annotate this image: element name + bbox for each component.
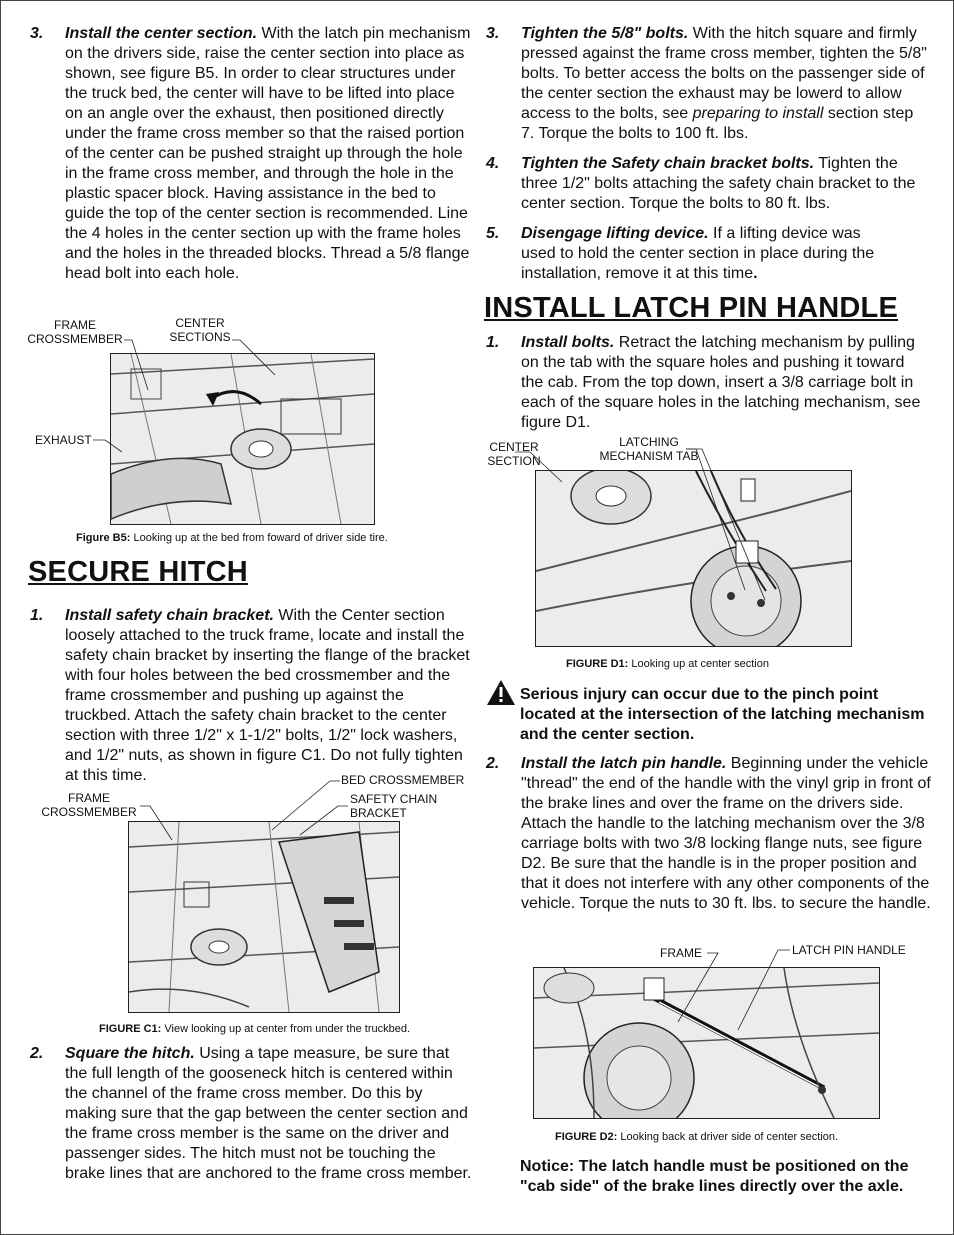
step-lead: Disengage lifting device.	[521, 225, 709, 242]
label-frame-crossmember-b5: FRAME CROSSMEMBER	[27, 318, 123, 346]
figure-b5-image	[110, 353, 375, 525]
step-number: 3.	[486, 25, 500, 42]
step-number: 1.	[486, 334, 500, 351]
step-number: 4.	[486, 155, 500, 172]
label-frame-crossmember-c1: FRAME CROSSMEMBER	[41, 791, 137, 819]
step-lead: Tighten the 5/8" bolts.	[521, 25, 689, 42]
figure-d1-image	[535, 470, 852, 647]
label-frame-d2: FRAME	[660, 946, 702, 960]
figure-d2-image	[533, 967, 880, 1119]
label-latching-mechanism-tab-d1: LATCHING MECHANISM TAB	[599, 435, 699, 463]
step-italic-ref: preparing to install	[692, 105, 824, 122]
heading-secure-hitch: SECURE HITCH	[28, 556, 248, 588]
label-center-section-d1: CENTER SECTION	[487, 440, 541, 468]
step-text-end: section step 7. Torque the bolts to 100 ft. lbs.	[521, 105, 914, 142]
heading-install-latch-pin-handle: INSTALL LATCH PIN HANDLE	[484, 292, 899, 324]
step-text: With the latch pin mechanism on the drivers side, raise the center section into place as shown, see figure B5. In order to clear structures under the truck bed, the center will have to be lifted into place on an angle over the exhaust, then positioned directly under the frame cross member so that the raised portion of the center can be pushed straight up through the hole in the frame cross member, and through the hole in the plastic spacer block. Having assistance in the bed to guide the top of the center section is recommended. Line the 4 holes in the center section up with the frame holes and the holes in the threaded blocks. Thread a 5/8 flange head bolt into each hole.	[65, 25, 471, 282]
step-lead: Install the latch pin handle.	[521, 755, 727, 772]
notice-text: Notice: The latch handle must be positioned on the "cab side" of the brake lines directly over the axle.	[520, 1158, 909, 1195]
step-lead: Install safety chain bracket.	[65, 607, 274, 624]
warning-text: Serious injury can occur due to the pinch point located at the intersection of the latching mechanism and the center section.	[520, 686, 925, 743]
label-bed-crossmember-c1: BED CROSSMEMBER	[341, 773, 465, 787]
step-text: With the hitch square and firmly pressed against the frame cross member, tighten the 5/8" bolts. To better access the bolts on the passenger side of the center section the exhaust may be lowerd to allow access to the bolts, see	[521, 25, 927, 122]
step-number: 1.	[30, 607, 44, 624]
figure-c1-caption: FIGURE C1: View looking up at center from under the truckbed.	[99, 1023, 411, 1035]
warning-triangle-icon	[486, 679, 516, 706]
step-text: Tighten the three 1/2" bolts attaching the safety chain bracket to the center section. Torque the bolts to 80 ft. lbs.	[521, 155, 916, 212]
step-text: Using a tape measure, be sure that the full length of the gooseneck hitch is centered within the channel of the frame cross member. Do this by making sure that the gap between the center section and the frame cross member is the same on the driver and passenger sides. The hitch must not be touching the brake lines that are anchored to the frame cross member.	[65, 1045, 472, 1182]
step-lead: Install bolts.	[521, 334, 615, 351]
label-center-sections-b5: CENTER SECTIONS	[169, 316, 231, 344]
step-text: If a lifting device was used to hold the center section in place during the installation, remove it at this time	[521, 225, 875, 282]
figure-d1-caption: FIGURE D1: Looking up at center section	[566, 658, 769, 670]
step-number: 2.	[486, 755, 500, 772]
label-exhaust-b5: EXHAUST	[35, 433, 92, 447]
step-text: With the Center section loosely attached to the truck frame, locate and install the safety chain bracket by inserting the flange of the bracket with four holes between the bed crossmember and the frame crossmember and pushing up against the truckbed. Attach the safety chain bracket to the center section with three 1/2" x 1-1/2" bolts, 1/2" lock washers, and 1/2" nuts, as shown in figure C1. Do not fully tighten at this time.	[65, 607, 470, 784]
step-lead: Square the hitch.	[65, 1045, 195, 1062]
step-number: 3.	[30, 25, 44, 42]
figure-d2-caption: FIGURE D2: Looking back at driver side of center section.	[555, 1131, 839, 1143]
step-number: 2.	[30, 1045, 44, 1062]
figure-c1-image	[128, 821, 400, 1013]
label-latch-pin-handle-d2: LATCH PIN HANDLE	[792, 943, 906, 957]
step-lead: Tighten the Safety chain bracket bolts.	[521, 155, 815, 172]
step-text: Retract the latching mechanism by pulling on the tab with the square holes and pushing it toward the cab. From the top down, insert a 3/8 carriage bolt in each of the square holes in the latching mechanism, see figure D1.	[521, 334, 921, 431]
figure-b5-caption: Figure B5: Looking up at the bed from foward of driver side tire.	[76, 532, 388, 544]
step-lead: Install the center section.	[65, 25, 258, 42]
label-safety-chain-bracket-c1: SAFETY CHAIN BRACKET	[350, 792, 438, 820]
step-number: 5.	[486, 225, 500, 242]
step-text: Beginning under the vehicle "thread" the end of the handle with the vinyl grip in front of the brake lines and over the frame on the drivers side. Attach the handle to the latching mechanism over the 3/8 carriage bolts with two 3/8 locking flange nuts, see figure D2. Be sure that the handle is in the proper position and that it does not interfere with any other components of the vehicle. Torque the nuts to 30 ft. lbs. to secure the handle.	[521, 755, 931, 912]
